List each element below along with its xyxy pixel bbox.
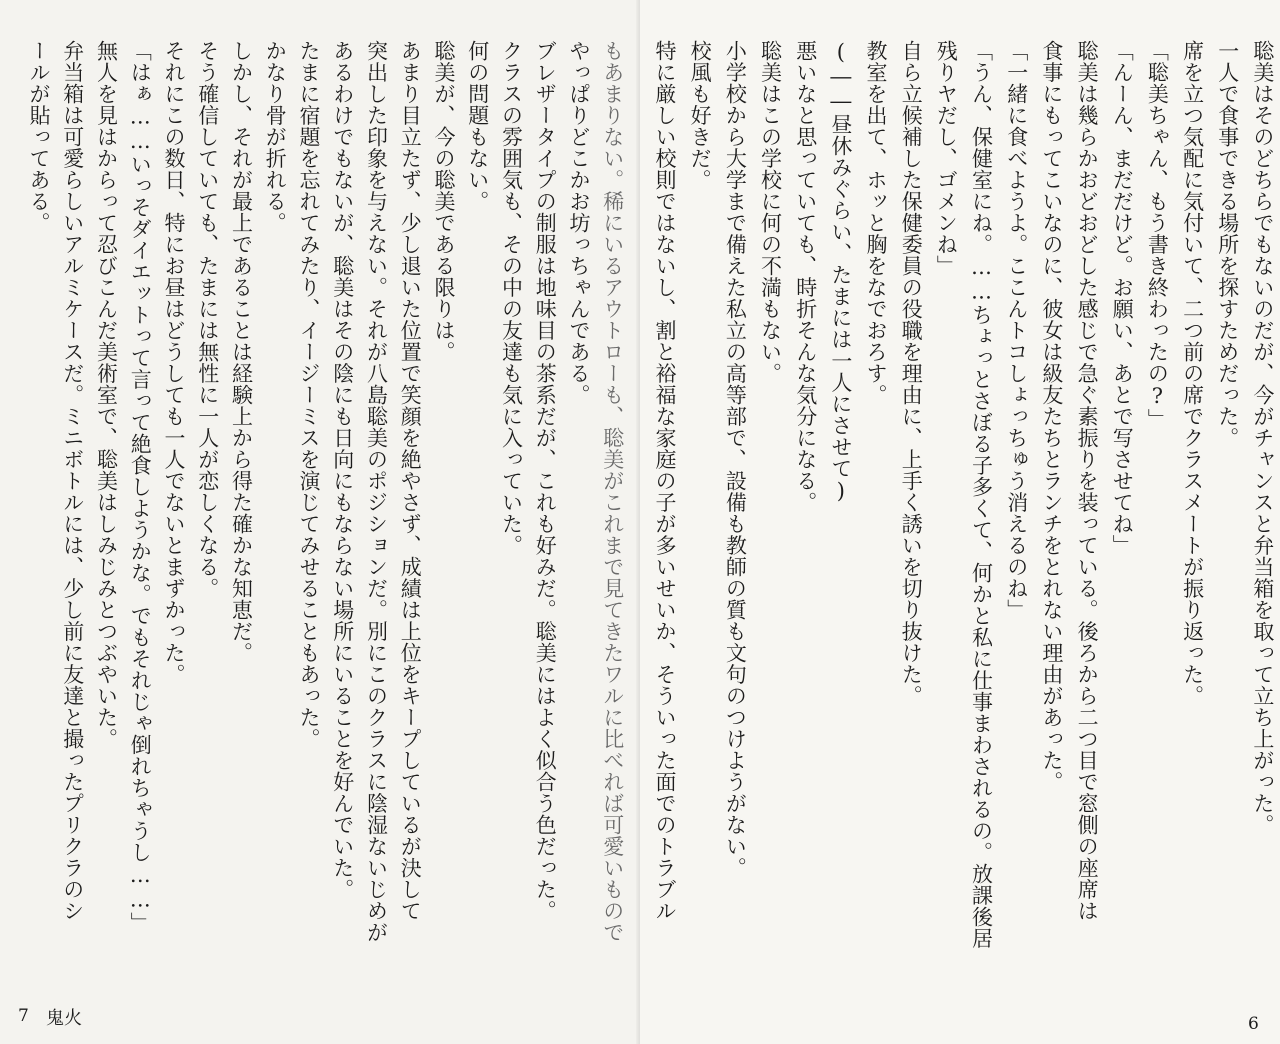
text-line: そう確信していても、たまには無性に一人が恋しくなる。 — [195, 40, 220, 599]
text-line: たまに宿題を忘れてみたり、イージーミスを演じてみせることもあった。 — [297, 40, 321, 750]
running-title: 鬼火 — [46, 1008, 82, 1029]
text-line: ブレザータイプの制服は地味目の茶系だが、これも好みだ。聡美にはよく似合う色だった。 — [533, 40, 558, 922]
text-line: それにこの数日、特にお昼はどうしても一人でないとまずかった。 — [162, 40, 186, 685]
text-line: 食事にもってこいなのに、彼女は級友たちとランチをとれない理由があった。 — [1039, 40, 1064, 793]
text-line: 教室を出て、ホッと胸をなでおろす。 — [864, 40, 889, 406]
text-line: 校風も好きだ。 — [688, 40, 713, 191]
text-line: ールが貼ってある。 — [27, 40, 51, 234]
text-line: やっぱりどこかお坊っちゃんである。 — [567, 40, 591, 406]
page-number: 6 — [1248, 1014, 1259, 1034]
text-line: しかし、それが最上であることは経験上から得た確かな知恵だ。 — [229, 40, 254, 664]
text-line: 「んーん、まだだけど。お願い、あとで写させてね」 — [1110, 40, 1135, 556]
text-line: 悪いなと思っていても、時折そんな気分になる。 — [793, 40, 818, 513]
text-line: 「一緒に食べようよ。ここんトコしょっちゅう消えるのね」 — [1004, 40, 1029, 621]
right-page-text — [652, 40, 1276, 980]
text-line: 席を立つ気配に気付いて、二つ前の席でクラスメートが振り返った。 — [1180, 40, 1205, 707]
left-page-text — [26, 40, 626, 980]
text-line: 突出した印象を与えない。それが八島聡美のポジションだ。別にこのクラスに陰湿ないじめが — [364, 40, 389, 943]
text-line: かなり骨が折れる。 — [263, 40, 288, 234]
right-page — [640, 0, 1280, 1044]
text-line: 弁当箱は可愛らしいアルミケースだ。ミニボトルには、少し前に友達と撮ったプリクラのシ — [60, 40, 85, 922]
text-line: あるわけでもないが、聡美はその陰にも日向にもならない場所にいることを好んでいた。 — [330, 40, 355, 900]
text-line: 無人を見はからって忍びこんだ美術室で、聡美はしみじみとつぶやいた。 — [94, 40, 119, 750]
text-line: 残りヤだし、ゴメンね」 — [934, 40, 959, 277]
text-line: もあまりない。稀にいるアウトローも、聡美がこれまで見てきたワルに比べれば可愛いもので — [600, 40, 625, 943]
text-line: 何の問題もない。 — [465, 40, 490, 212]
text-line: 聡美はこの学校に何の不満もない。 — [758, 40, 783, 384]
text-line: クラスの雰囲気も、その中の友達も気に入っていた。 — [499, 40, 524, 556]
text-line: 聡美はそのどちらでもないのだが、今がチャンスと弁当箱を取って立ち上がった。 — [1250, 40, 1275, 836]
text-line: 特に厳しい校則ではないし、割と裕福な家庭の子が多いせいか、そういった面でのトラブル — [653, 40, 677, 922]
page-number: 7 — [18, 1006, 29, 1026]
text-line: 聡美が、今の聡美である限りは。 — [432, 40, 456, 363]
text-line: (――昼休みぐらい、たまには一人にさせて) — [828, 40, 853, 504]
text-line: 聡美は幾らかおどおどした感じで急ぐ素振りを装っている。後ろから二つ目で窓側の座席は — [1075, 40, 1100, 922]
text-line: 一人で食事できる場所を探すためだった。 — [1215, 40, 1240, 449]
text-line: 自ら立候補した保健委員の役職を理由に、上手く誘いを切り抜けた。 — [899, 40, 924, 707]
text-line: 「聡美ちゃん、もう書き終わったの?」 — [1145, 40, 1170, 430]
text-line: 小学校から大学まで備えた私立の高等部で、設備も教師の質も文句のつけようがない。 — [723, 40, 748, 879]
text-line: あまり目立たず、少し退いた位置で笑顔を絶やさず、成績は上位をキープしているが決して — [398, 40, 423, 922]
text-line: 「うん、保健室にね。……ちょっとさぼる子多くて、何かと私に仕事まわされるの。放課後居 — [969, 40, 994, 949]
text-line: 「はぁ……いっそダイエットって言って絶食しようかな。でもそれじゃ倒れちゃうし……」 — [128, 40, 153, 934]
